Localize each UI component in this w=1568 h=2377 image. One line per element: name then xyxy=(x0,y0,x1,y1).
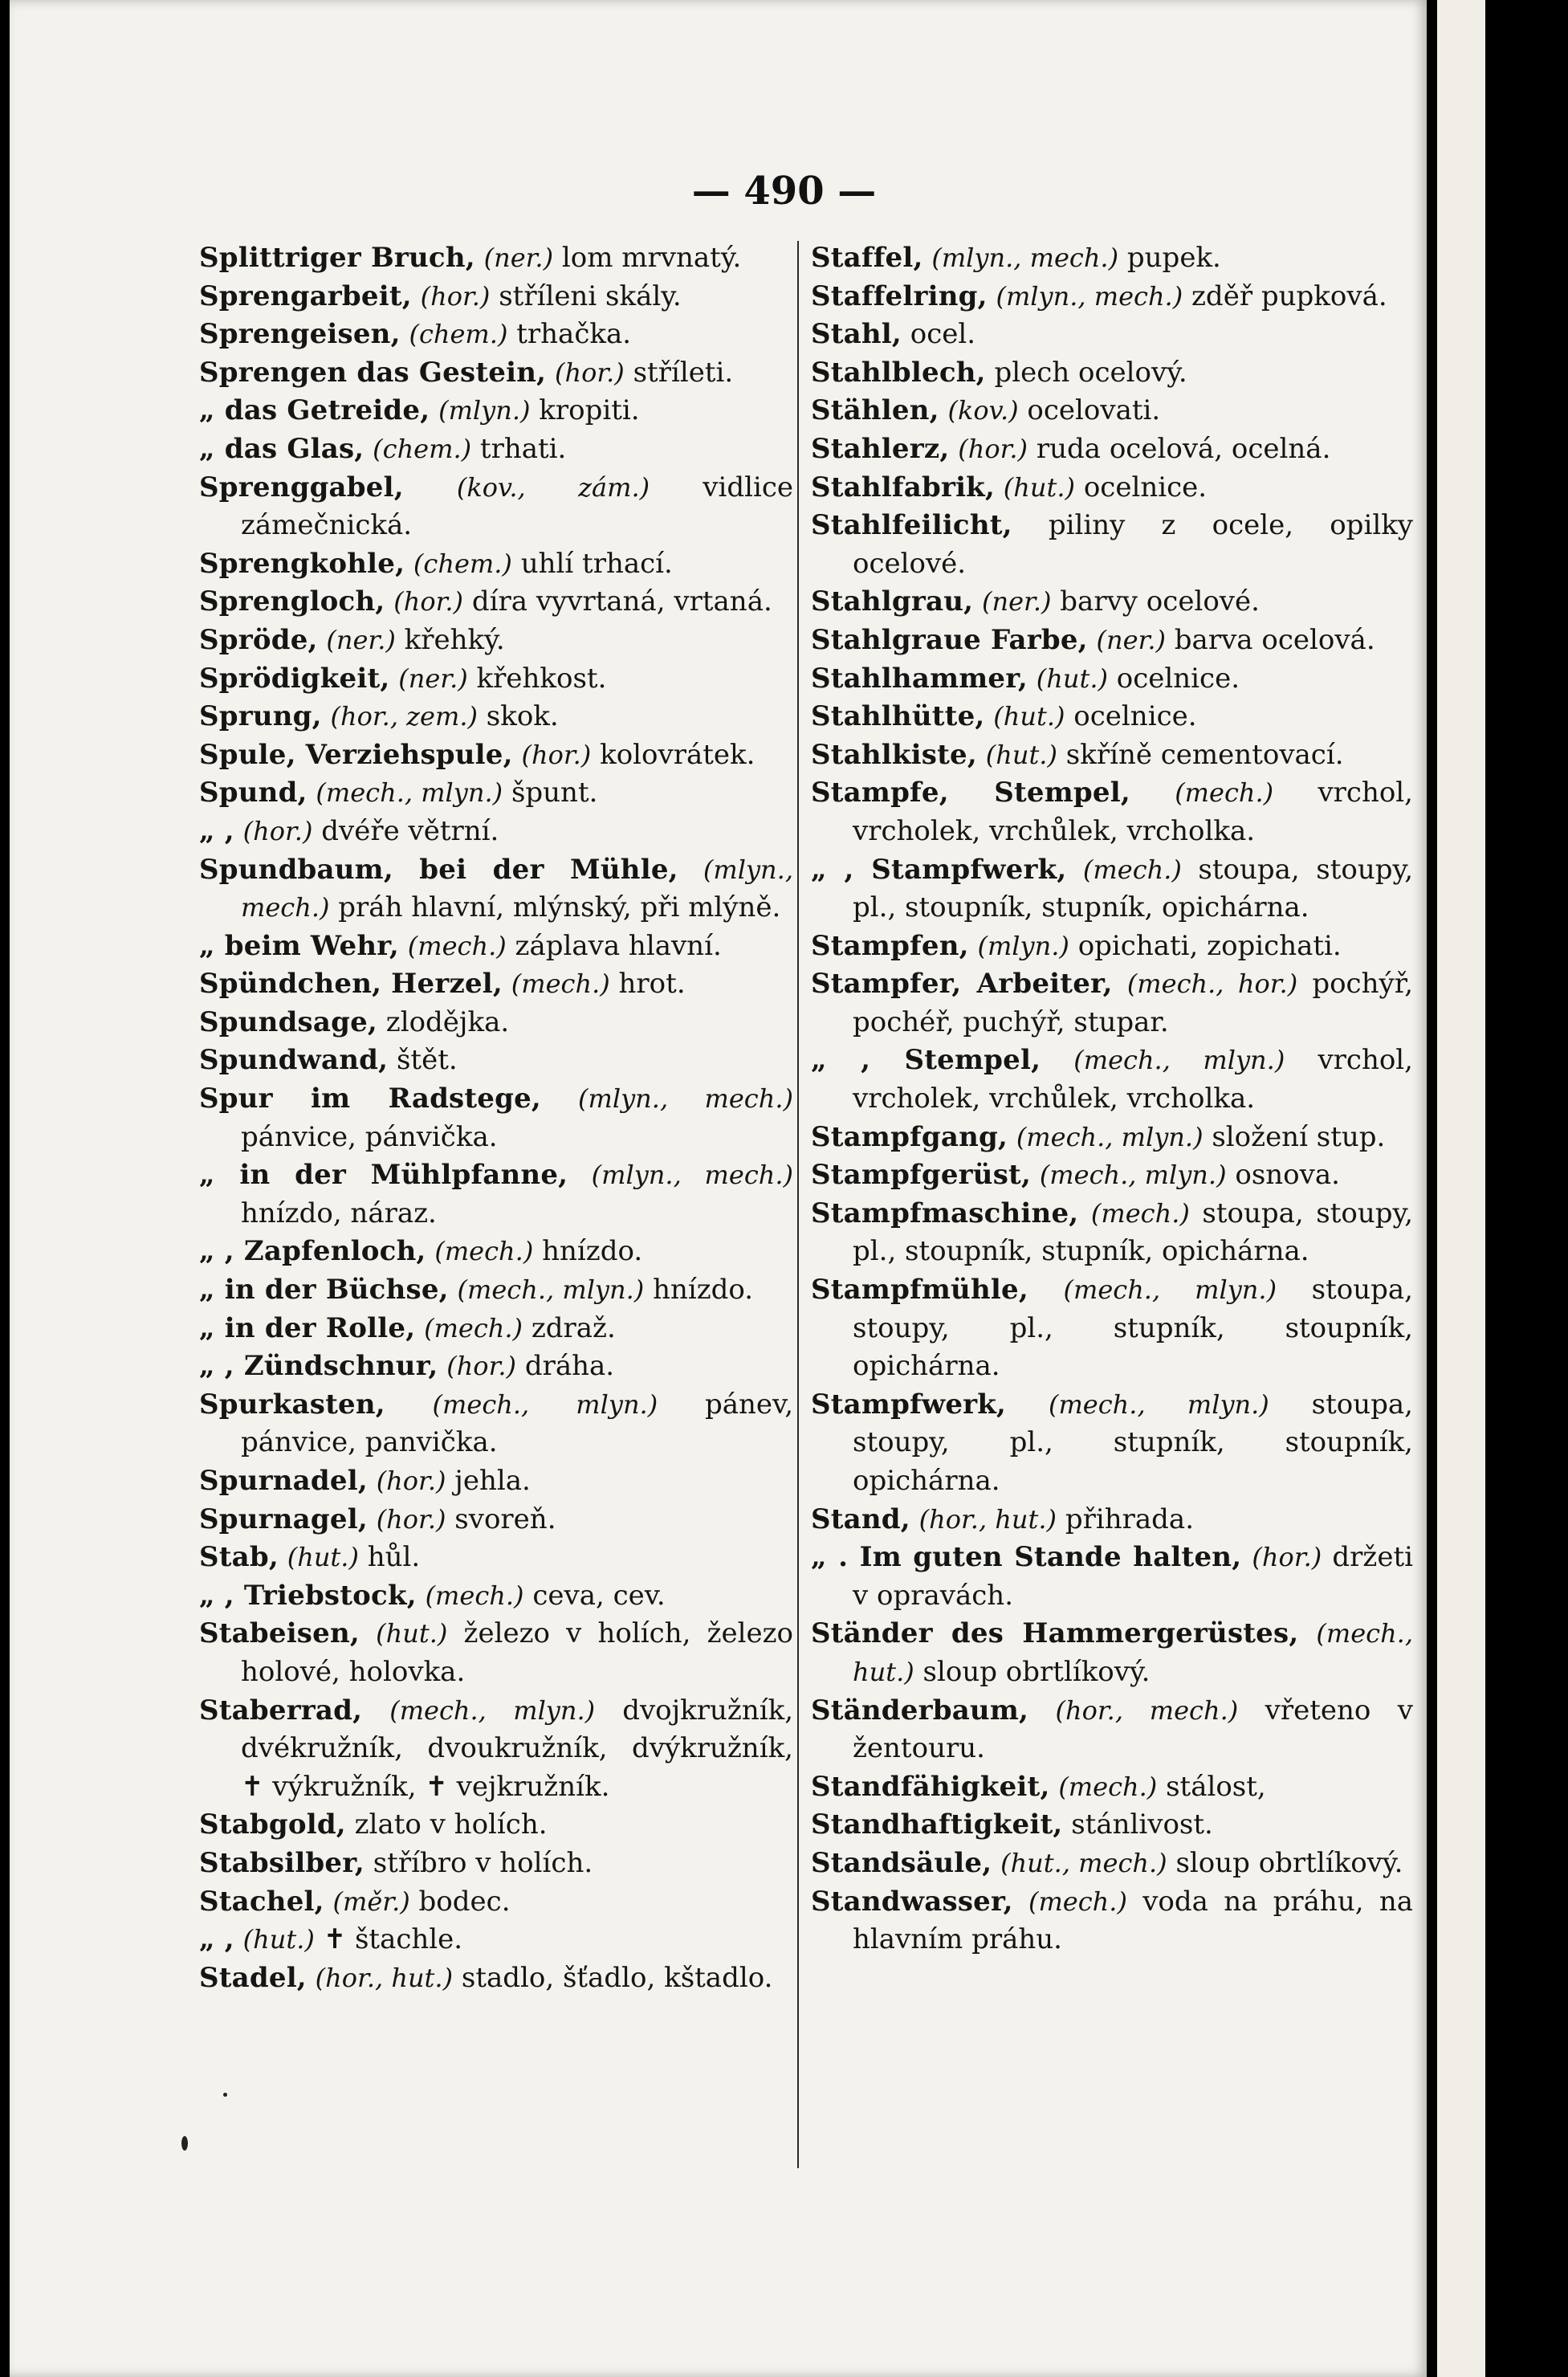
entry-translation: díra vyvrtaná, vrtaná. xyxy=(471,585,772,618)
entry-headword: Stadel, xyxy=(199,1961,307,1994)
right-column xyxy=(811,239,1413,1959)
dictionary-entry xyxy=(199,1883,793,1922)
dictionary-entry xyxy=(199,1042,793,1080)
entry-headword: Spundbaum, bei der Mühle, xyxy=(199,853,678,886)
dictionary-entry xyxy=(811,622,1413,660)
entry-abbreviation: (hor.) xyxy=(554,357,625,388)
entry-headword: Standhaftigkeit, xyxy=(811,1808,1063,1841)
entry-translation: zlato v holích. xyxy=(354,1808,548,1841)
entry-abbreviation: (chem.) xyxy=(413,548,512,579)
entry-translation: skok. xyxy=(486,700,559,733)
entry-headword: Stampfgerüst, xyxy=(811,1159,1031,1192)
dictionary-entry xyxy=(199,1156,793,1233)
entry-translation: hnízdo. xyxy=(542,1235,643,1268)
dictionary-entry xyxy=(811,851,1413,928)
dictionary-entry xyxy=(811,1845,1413,1883)
entry-translation: pánvice, pánvička. xyxy=(241,1120,498,1153)
entry-translation: dráha. xyxy=(524,1350,615,1383)
entry-headword: Spündchen, Herzel, xyxy=(199,968,503,1001)
entry-abbreviation: (hut.) xyxy=(287,1542,359,1573)
entry-abbreviation: (ner.) xyxy=(483,243,554,273)
dictionary-entry xyxy=(811,316,1413,354)
entry-abbreviation: (mech.) xyxy=(511,968,610,1000)
entry-abbreviation: (hut.) xyxy=(993,701,1065,732)
dictionary-entry xyxy=(199,660,793,699)
dictionary-entry xyxy=(811,583,1413,622)
entry-translation: sloup obrtlíkový. xyxy=(1175,1846,1403,1879)
entry-abbreviation: (mech., mlyn.) xyxy=(1063,1274,1277,1306)
entry-headword: Spundwand, xyxy=(199,1044,389,1077)
entry-translation: stálost, xyxy=(1166,1770,1266,1803)
entry-headword: Stahlerz, xyxy=(811,432,950,465)
entry-headword: „ das Glas, xyxy=(199,432,365,465)
entry-headword: „ in der Rolle, xyxy=(199,1311,416,1344)
entry-headword: Stampfwerk, xyxy=(811,1388,1007,1421)
left-column xyxy=(199,239,793,1997)
dictionary-entry xyxy=(199,1577,793,1616)
entry-headword: Stachel, xyxy=(199,1885,324,1918)
entry-headword: Spröde, xyxy=(199,623,318,656)
entry-headword: Stabgold, xyxy=(199,1808,346,1841)
entry-translation: opichati, zopichati. xyxy=(1077,929,1342,962)
entry-translation: kropiti. xyxy=(539,394,640,427)
entry-translation: záplava hlavní. xyxy=(515,929,722,962)
entry-abbreviation: (mech.) xyxy=(425,1580,524,1611)
dictionary-entry xyxy=(811,1195,1413,1271)
dictionary-entry xyxy=(199,1271,793,1310)
entry-headword: Spurnadel, xyxy=(199,1465,368,1497)
dictionary-entry xyxy=(199,1615,793,1691)
entry-abbreviation: (ner.) xyxy=(982,586,1052,618)
entry-headword: „ , Stampfwerk, xyxy=(811,853,1067,886)
page-edge xyxy=(1437,0,1485,2377)
dictionary-entry xyxy=(199,239,793,278)
entry-headword: Stahlkiste, xyxy=(811,738,977,771)
dictionary-entry xyxy=(811,965,1413,1042)
dictionary-entry xyxy=(199,1348,793,1386)
entry-translation: barvy ocelové. xyxy=(1060,585,1260,618)
entry-translation: stoupa, stoupy, pl., stupník, stoupník, opichárna. xyxy=(853,1274,1413,1383)
entry-headword: Sprengeisen, xyxy=(199,318,401,351)
dictionary-entry xyxy=(811,1768,1413,1807)
entry-abbreviation: (mech., mlyn.) xyxy=(1016,1121,1203,1152)
entry-headword: „ , xyxy=(199,1923,234,1956)
entry-abbreviation: (mlyn., mech.) xyxy=(996,280,1183,312)
entry-headword: „ , xyxy=(199,814,234,847)
dictionary-entry xyxy=(199,965,793,1004)
entry-translation: dvojkružník, dvékružník, dvoukružník, dvýkružník, ✝ výkružník, ✝ vejkružník. xyxy=(241,1694,794,1803)
entry-translation: špunt. xyxy=(511,777,598,809)
entry-headword: Splittriger Bruch, xyxy=(199,242,475,274)
entry-translation: stoupa, stoupy, pl., stoupník, stupník, opichárna. xyxy=(853,1197,1413,1268)
dictionary-entry xyxy=(199,1004,793,1042)
entry-translation: barva ocelová. xyxy=(1174,623,1375,656)
entry-translation: ruda ocelová, ocelná. xyxy=(1036,432,1331,465)
dictionary-entry xyxy=(199,813,793,851)
entry-headword: Stampfer, Arbeiter, xyxy=(811,968,1113,1001)
entry-translation: železo v holích, železo holové, holovka. xyxy=(241,1617,793,1688)
entry-translation: složení stup. xyxy=(1212,1120,1386,1153)
dictionary-entry xyxy=(199,774,793,813)
dictionary-entry xyxy=(199,1959,793,1998)
entry-translation: pupek. xyxy=(1126,242,1221,274)
entry-abbreviation: (mech.) xyxy=(1175,777,1274,809)
entry-translation: voda na práhu, na hlavním práhu. xyxy=(853,1885,1413,1956)
dictionary-entry xyxy=(811,1386,1413,1501)
entry-headword: „ das Getreide, xyxy=(199,394,430,427)
entry-headword: „ . Im guten Stande halten, xyxy=(811,1541,1242,1574)
entry-headword: Spundsage, xyxy=(199,1005,377,1038)
dictionary-entry xyxy=(199,392,793,430)
dictionary-entry xyxy=(199,928,793,966)
entry-abbreviation: (mech., mlyn.) xyxy=(389,1694,596,1726)
entry-headword: Stahlfeilicht, xyxy=(811,509,1012,542)
entry-headword: Spule, Verziehspule, xyxy=(199,738,513,771)
entry-translation: ocelnice. xyxy=(1073,700,1197,733)
entry-headword: Spurkasten, xyxy=(199,1388,385,1421)
entry-headword: Stampfmühle, xyxy=(811,1274,1028,1307)
entry-headword: Sprengarbeit, xyxy=(199,279,412,312)
entry-translation: křehkost. xyxy=(476,662,607,695)
entry-translation: zlodějka. xyxy=(385,1005,510,1038)
entry-headword: Sprengkohle, xyxy=(199,547,405,580)
entry-abbreviation: (chem.) xyxy=(373,433,472,464)
dictionary-entry xyxy=(811,1615,1413,1691)
entry-abbreviation: (hor., mech.) xyxy=(1055,1694,1239,1726)
entry-headword: Stabsilber, xyxy=(199,1846,365,1879)
entry-abbreviation: (mech.) xyxy=(1090,1197,1190,1229)
entry-translation: plech ocelový. xyxy=(994,356,1187,389)
dictionary-entry xyxy=(811,1119,1413,1157)
dictionary-entry xyxy=(199,1845,793,1883)
entry-headword: „ beim Wehr, xyxy=(199,929,399,962)
entry-translation: stříleti. xyxy=(633,356,734,389)
entry-headword: Stampfgang, xyxy=(811,1120,1008,1153)
entry-translation: práh hlavní, mlýnský, při mlýně. xyxy=(338,891,781,924)
dictionary-entry xyxy=(811,354,1413,393)
entry-translation: pochýř, pochéř, puchýř, stupar. xyxy=(853,968,1414,1038)
entry-abbreviation: (mech., mlyn.) xyxy=(457,1274,645,1306)
dictionary-entry xyxy=(199,1386,793,1462)
dictionary-entry xyxy=(199,316,793,354)
entry-abbreviation: (hut.) xyxy=(985,739,1057,770)
entry-headword: Stabeisen, xyxy=(199,1617,360,1650)
entry-headword: Stahlhammer, xyxy=(811,662,1028,695)
entry-abbreviation: (hut.) xyxy=(242,1924,315,1955)
entry-abbreviation: (mech., mlyn.) xyxy=(316,777,503,809)
entry-abbreviation: (hut.) xyxy=(1036,663,1108,694)
dictionary-entry xyxy=(811,430,1413,469)
entry-abbreviation: (mlyn., mech.) xyxy=(591,1160,794,1191)
entry-translation: trhati. xyxy=(479,432,567,465)
entry-translation: ✝ štachle. xyxy=(323,1923,463,1956)
dictionary-entry xyxy=(199,736,793,775)
dictionary-entry xyxy=(199,354,793,393)
entry-headword: Sprödigkeit, xyxy=(199,662,390,695)
entry-abbreviation: (hor.) xyxy=(420,280,491,312)
entry-translation: trhačka. xyxy=(516,318,632,351)
entry-abbreviation: (mech.) xyxy=(434,1236,534,1267)
entry-translation: hůl. xyxy=(367,1541,421,1574)
dictionary-entry xyxy=(199,698,793,736)
entry-translation: ocel. xyxy=(910,318,976,351)
entry-headword: Sprung, xyxy=(199,700,322,733)
dictionary-entry xyxy=(199,1692,793,1807)
dictionary-entry xyxy=(811,1806,1413,1845)
entry-headword: „ , Zapfenloch, xyxy=(199,1235,426,1268)
dictionary-entry xyxy=(199,1806,793,1845)
dictionary-entry xyxy=(811,660,1413,699)
entry-headword: Sprengen das Gestein, xyxy=(199,356,547,389)
dictionary-entry xyxy=(811,1539,1413,1615)
entry-abbreviation: (hor.) xyxy=(376,1466,446,1496)
entry-translation: křehký. xyxy=(404,623,505,656)
entry-translation: sloup obrtlíkový. xyxy=(922,1655,1151,1688)
entry-headword: „ in der Büchse, xyxy=(199,1274,449,1307)
entry-translation: hrot. xyxy=(618,968,686,1001)
entry-abbreviation: (měr.) xyxy=(332,1886,410,1917)
dictionary-entry xyxy=(811,1692,1413,1768)
entry-translation: vrchol, vrcholek, vrchůlek, vrcholka. xyxy=(853,1044,1413,1115)
entry-headword: „ , Triebstock, xyxy=(199,1579,417,1612)
entry-abbreviation: (hor.) xyxy=(446,1351,516,1382)
dictionary-entry xyxy=(199,851,793,928)
dictionary-entry xyxy=(811,1271,1413,1386)
entry-abbreviation: (hor., hut.) xyxy=(315,1962,454,1993)
entry-headword: Stahlblech, xyxy=(811,356,986,389)
dictionary-entry xyxy=(199,469,793,545)
entry-headword: Stahlhütte, xyxy=(811,700,985,733)
entry-translation: ocelovati. xyxy=(1027,394,1161,427)
ink-speck xyxy=(181,2136,188,2151)
entry-abbreviation: (mech.) xyxy=(424,1312,523,1343)
entry-headword: Ständerbaum, xyxy=(811,1694,1029,1727)
entry-translation: jehla. xyxy=(454,1465,531,1497)
dictionary-entry xyxy=(811,392,1413,430)
dictionary-entry xyxy=(199,1501,793,1539)
dictionary-entry xyxy=(199,278,793,316)
entry-headword: Standwasser, xyxy=(811,1885,1013,1918)
entry-headword: Sprenggabel, xyxy=(199,471,404,504)
dictionary-entry xyxy=(811,774,1413,850)
dictionary-entry xyxy=(811,1883,1413,1959)
dictionary-entry xyxy=(199,545,793,584)
entry-abbreviation: (mlyn., mech.) xyxy=(931,243,1119,273)
dictionary-entry xyxy=(811,1042,1413,1118)
dictionary-entry xyxy=(811,469,1413,508)
entry-headword: „ in der Mühlpfanne, xyxy=(199,1159,568,1192)
entry-translation: uhlí trhací. xyxy=(520,547,673,580)
entry-translation: stoupa, stoupy, pl., stupník, stoupník, opichárna. xyxy=(853,1388,1413,1497)
entry-abbreviation: (kov., zám.) xyxy=(456,471,650,503)
entry-translation: hnízdo, náraz. xyxy=(241,1197,437,1229)
dictionary-entry xyxy=(199,583,793,622)
entry-translation: stánlivost. xyxy=(1071,1808,1213,1841)
entry-headword: Stahl, xyxy=(811,318,902,351)
dictionary-entry xyxy=(199,1080,793,1156)
entry-abbreviation: (mlyn.) xyxy=(438,395,531,426)
dictionary-entry xyxy=(811,928,1413,966)
dictionary-entry xyxy=(811,239,1413,278)
dictionary-entry xyxy=(811,1156,1413,1195)
dictionary-entry xyxy=(199,1233,793,1271)
entry-translation: skříně cementovací. xyxy=(1065,738,1344,771)
entry-abbreviation: (hut.) xyxy=(1003,471,1076,503)
entry-headword: Stab, xyxy=(199,1541,279,1574)
entry-headword: Stahlgraue Farbe, xyxy=(811,623,1088,656)
entry-translation: stoupa, stoupy, pl., stoupník, stupník, opichárna. xyxy=(853,853,1413,924)
entry-translation: pánev, pánvice, panvička. xyxy=(241,1388,794,1459)
entry-headword: Standsäule, xyxy=(811,1846,992,1879)
entry-abbreviation: (ner.) xyxy=(326,624,396,655)
entry-headword: Stählen, xyxy=(811,394,939,427)
entry-translation: přihrada. xyxy=(1065,1502,1194,1535)
entry-abbreviation: (hor.) xyxy=(393,586,464,618)
entry-translation: štět. xyxy=(396,1044,458,1077)
entry-translation: hnízdo. xyxy=(653,1274,754,1307)
entry-translation: piliny z ocele, opilky ocelové. xyxy=(853,509,1413,580)
dictionary-entry xyxy=(199,622,793,660)
entry-translation: ocelnice. xyxy=(1083,471,1208,504)
entry-abbreviation: (hor.) xyxy=(958,433,1028,464)
entry-headword: „ , Zündschnur, xyxy=(199,1350,438,1383)
entry-headword: Stahlfabrik, xyxy=(811,471,995,504)
entry-translation: dvéře větrní. xyxy=(321,814,499,847)
entry-abbreviation: (kov.) xyxy=(947,395,1019,426)
dictionary-entry xyxy=(199,1921,793,1959)
entry-translation: ceva, cev. xyxy=(532,1579,666,1612)
entry-headword: Spurnagel, xyxy=(199,1502,368,1535)
ink-speck xyxy=(223,2093,227,2097)
entry-abbreviation: (hor., zem.) xyxy=(330,701,478,732)
entry-abbreviation: (hut.) xyxy=(376,1618,448,1649)
entry-translation: zděř pupková. xyxy=(1191,279,1387,312)
entry-headword: Sprengloch, xyxy=(199,585,385,618)
dictionary-entry xyxy=(811,507,1413,583)
entry-headword: Spur im Radstege, xyxy=(199,1082,541,1115)
entry-abbreviation: (ner.) xyxy=(398,663,468,694)
entry-abbreviation: (mech., hut.) xyxy=(853,1618,1414,1687)
entry-headword: Stampfe, Stempel, xyxy=(811,777,1130,809)
entry-abbreviation: (mech.) xyxy=(1058,1771,1158,1802)
entry-translation: lom mrvnatý. xyxy=(561,242,742,274)
entry-translation: vrchol, vrcholek, vrchůlek, vrcholka. xyxy=(853,777,1413,847)
entry-abbreviation: (mech., mlyn.) xyxy=(1039,1160,1227,1191)
entry-abbreviation: (mlyn., mech.) xyxy=(578,1083,793,1115)
entry-translation: stříbro v holích. xyxy=(373,1846,593,1879)
dictionary-entry xyxy=(199,1462,793,1501)
entry-headword: Spund, xyxy=(199,777,307,809)
dictionary-entry xyxy=(199,1539,793,1577)
entry-headword: Ständer des Hammergerüstes, xyxy=(811,1617,1299,1650)
entry-headword: Stand, xyxy=(811,1502,910,1535)
dictionary-entry xyxy=(199,1310,793,1348)
entry-headword: Stampfmaschine, xyxy=(811,1197,1079,1229)
entry-translation: stříleni skály. xyxy=(499,279,682,312)
entry-headword: Staberrad, xyxy=(199,1694,363,1727)
entry-translation: zdraž. xyxy=(531,1311,616,1344)
entry-translation: bodec. xyxy=(418,1885,511,1918)
entry-abbreviation: (ner.) xyxy=(1096,624,1166,655)
entry-abbreviation: (mlyn., mech.) xyxy=(241,854,793,923)
entry-abbreviation: (mech., mlyn.) xyxy=(1048,1388,1269,1420)
dictionary-entry xyxy=(811,736,1413,775)
entry-translation: osnova. xyxy=(1235,1159,1340,1192)
entry-headword: Staffel, xyxy=(811,242,923,274)
dictionary-entry xyxy=(199,430,793,469)
entry-translation: držeti v opravách. xyxy=(853,1541,1413,1612)
entry-abbreviation: (mech., mlyn.) xyxy=(432,1388,658,1420)
entry-translation: vřeteno v žentouru. xyxy=(853,1694,1414,1765)
entry-headword: Standfähigkeit, xyxy=(811,1770,1050,1803)
entry-abbreviation: (hor.) xyxy=(242,815,313,846)
entry-abbreviation: (mlyn.) xyxy=(977,930,1069,961)
entry-abbreviation: (mech.) xyxy=(1028,1886,1127,1917)
entry-headword: Stahlgrau, xyxy=(811,585,974,618)
dictionary-entry xyxy=(811,1501,1413,1539)
entry-abbreviation: (mech., hor.) xyxy=(1126,968,1298,1000)
entry-abbreviation: (chem.) xyxy=(409,319,508,350)
dictionary-entry xyxy=(811,698,1413,736)
entry-abbreviation: (hor.) xyxy=(1252,1542,1322,1573)
entry-headword: Stampfen, xyxy=(811,929,969,962)
entry-translation: ocelnice. xyxy=(1116,662,1240,695)
page-number: — 490 — xyxy=(691,169,877,214)
entry-translation: kolovrátek. xyxy=(600,738,755,771)
entry-abbreviation: (mech.) xyxy=(1082,854,1182,885)
entry-translation: svoreň. xyxy=(454,1502,556,1535)
column-divider xyxy=(797,241,799,2168)
entry-abbreviation: (hor.) xyxy=(376,1503,446,1535)
entry-abbreviation: (hor., hut.) xyxy=(918,1503,1057,1535)
entry-abbreviation: (mech.) xyxy=(407,930,507,961)
entry-abbreviation: (mech., mlyn.) xyxy=(1073,1045,1285,1076)
entry-translation: vidlice zámečnická. xyxy=(241,471,794,542)
entry-headword: „ , Stempel, xyxy=(811,1044,1041,1077)
entry-abbreviation: (hut., mech.) xyxy=(1000,1847,1167,1878)
entry-headword: Staffelring, xyxy=(811,279,988,312)
dictionary-entry xyxy=(811,278,1413,316)
entry-abbreviation: (hor.) xyxy=(521,739,592,770)
entry-translation: stadlo, šťadlo, kštadlo. xyxy=(461,1961,773,1994)
